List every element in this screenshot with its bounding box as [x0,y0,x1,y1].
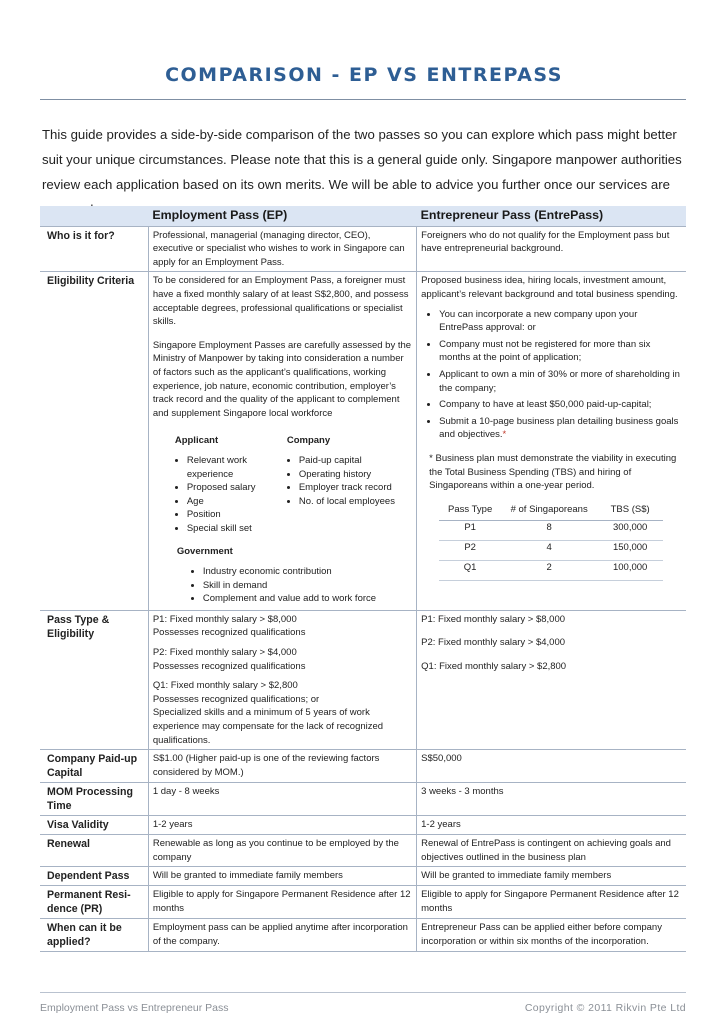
cell-ep-eligibility [148,272,416,610]
table-row [439,520,663,540]
table-row [40,226,686,272]
government-factors [153,545,412,605]
list-item [439,415,682,442]
tbs-cell: P2 [439,540,501,560]
list-item: • Applicant to own a min of 30% or more of shareholding in the company; [439,368,682,395]
row-label-renewal: Renewal [40,835,148,867]
tbs-cell: P1 [439,520,501,540]
cell-entre-who: Foreigners who do not qualify for the Employment pass but have entrepreneurial background. [417,226,686,272]
footer-copyright: Copyright © 2011 Rikvin Pte Ltd [524,1002,686,1014]
ep-q1-line: Q1: Fixed monthly salary > $2,800 [152,680,298,692]
ep-assessment-text: Singapore Employment Passes are carefully assessed by the Ministry of Manpower by taking into consideration a number of factors such as the applicant’s qualifications, working experience, job nature, economic contribution, employer’s track record and the quality of the applicant to complement and supplement Singapore local workforce [152,339,412,419]
row-label-pass-type: Pass Type & Eligibility [40,610,148,749]
comparison-table [40,206,686,952]
list-item: • Paid-up capital [299,454,399,468]
ep-q1-qual: Possesses recognized qualifications; or [152,693,320,705]
government-list [177,565,412,606]
list-item: • Proposed salary [187,481,287,495]
table-row [40,835,686,867]
row-label-when: When can it be applied? [40,919,148,952]
list-item: • Employer track record [299,481,399,495]
table-row [40,919,686,952]
row-label-dependent: Dependent Pass [40,867,148,886]
list-item: • Complement and value add to work force [203,592,412,606]
tbs-col-singaporeans: # of Singaporeans [501,501,597,521]
government-heading: Government [176,546,233,558]
row-label-paid-up: Company Paid-up Capital [40,750,148,783]
ep-p1-qual: Possesses recognized qualifications [152,627,306,639]
list-item: • Skill in demand [203,579,412,593]
cell-ep-visa: 1-2 years [148,816,416,835]
cell-entre-mom: 3 weeks - 3 months [417,783,686,816]
cell-entre-eligibility [417,272,686,610]
ep-p2-qual: Possesses recognized qualifications [152,660,306,672]
cell-ep-pr: Eligible to apply for Singapore Permanent Residence after 12 months [148,886,416,919]
table-row [439,560,663,580]
ep-eligibility-text: To be considered for an Employment Pass, a foreigner must have a fixed monthly salary of at least S$2,800, and possess acceptable degrees, professional qualifications or specialist skills. [152,275,409,328]
cell-entre-when: Entrepreneur Pass can be applied either before company incorporation or within six months of the incorporation. [417,919,686,952]
tbs-cell: Q1 [439,560,501,580]
cell-ep-who: Professional, managerial (managing director, CEO), executive or specialist who wishes to work in Singapore can apply for an Employment Pass. [148,226,416,272]
row-label-pr: Permanent Resi-dence (PR) [40,886,148,919]
cell-entre-renewal: Renewal of EntrePass is contingent on achieving goals and objectives outlined in the business plan [417,835,686,867]
cell-ep-pass-type [148,610,416,749]
cell-ep-paid-up: S$1.00 (Higher paid-up is one of the reviewing factors considered by MOM.) [148,750,416,783]
entre-p1-line: P1: Fixed monthly salary > $8,000 [421,613,566,625]
list-item: • Company must not be registered for more than six months at the point of application; [439,338,682,365]
cell-entre-pr: Eligible to apply for Singapore Permanent Residence after 12 months [417,886,686,919]
cell-ep-when: Employment pass can be applied anytime after incorporation of the company. [148,919,416,952]
row-label-eligibility: Eligibility Criteria [40,272,148,610]
list-item: • Relevant work experience [187,454,287,481]
tbs-cell: 150,000 [597,540,663,560]
row-label-mom: MOM Processing Time [40,783,148,816]
company-list [287,454,399,508]
ep-q1-skills: Specialized skills and a minimum of 5 years of work experience may compensate for the lack of recognized qualifications. [152,707,384,746]
entre-q1-line: Q1: Fixed monthly salary > $2,800 [421,661,567,673]
list-item: • You can incorporate a new company upon your EntrePass approval: or [439,308,682,335]
tbs-cell: 100,000 [597,560,663,580]
table-row [439,540,663,560]
ep-p1-line: P1: Fixed monthly salary > $8,000 [152,613,297,625]
cell-entre-visa: 1-2 years [417,816,686,835]
table-row [40,867,686,886]
header-blank [40,206,148,226]
cell-ep-renewal: Renewable as long as you continue to be employed by the company [148,835,416,867]
tbs-col-pass-type: Pass Type [439,501,501,521]
ep-p2-line: P2: Fixed monthly salary > $4,000 [152,647,297,659]
table-row [40,816,686,835]
header-entrepass: Entrepreneur Pass (EntrePass) [417,206,686,226]
list-item-text: Submit a 10-page business plan detailing business goals and objectives. [439,415,679,441]
row-label-who: Who is it for? [40,226,148,272]
table-row [40,750,686,783]
cell-entre-pass-type [417,610,686,749]
page-title: COMPARISON - EP VS ENTREPASS [165,64,563,86]
list-item: • Position [187,508,287,522]
list-item: • Industry economic contribution [203,565,412,579]
entre-criteria-list [421,308,682,442]
cell-entre-dependent: Will be granted to immediate family members [417,867,686,886]
assessment-factors [175,434,412,535]
list-item: • Special skill set [187,522,287,536]
table-row [40,610,686,749]
table-header-row [40,206,686,226]
company-heading: Company [286,435,331,447]
list-item: • Operating history [299,468,399,482]
applicant-factors [175,434,287,535]
cell-ep-dependent: Will be granted to immediate family members [148,867,416,886]
table-row [40,783,686,816]
entre-eligibility-text: Proposed business idea, hiring locals, investment amount, applicant’s relevant background and total business spending. [421,275,678,300]
tbs-cell: 300,000 [597,520,663,540]
tbs-table [439,501,663,581]
cell-entre-paid-up: S$50,000 [417,750,686,783]
table-row [40,886,686,919]
list-item: • No. of local employees [299,495,399,509]
footer-divider [40,992,686,993]
entre-p2-line: P2: Fixed monthly salary > $4,000 [421,637,566,649]
intro-paragraph: This guide provides a side-by-side comparison of the two passes so you can explore which pass might better suit your unique circumstances. Please note that this is a general guide only. Singapore manpower authorities review each application based on its own merits. We will be able to advice you further once our services are [42,127,682,192]
tbs-cell: 8 [501,520,597,540]
applicant-list [175,454,287,536]
header-ep: Employment Pass (EP) [148,206,416,226]
business-plan-note: * Business plan must demonstrate the viability in executing the Total Business Spending (TBS) and hiring of Singaporeans within a one-year period. [429,452,677,492]
table-row [40,272,686,610]
applicant-heading: Applicant [174,435,219,447]
list-item: • Age [187,495,287,509]
footer-left: Employment Pass vs Entrepreneur Pass [40,1002,229,1014]
title-divider [40,99,686,100]
company-factors [287,434,399,535]
tbs-col-tbs: TBS (S$) [597,501,663,521]
tbs-cell: 2 [501,560,597,580]
list-item: • Company to have at least $50,000 paid-up-capital; [439,398,682,412]
cell-ep-mom: 1 day - 8 weeks [148,783,416,816]
footnote-star: * [502,429,507,441]
row-label-visa: Visa Validity [40,816,148,835]
tbs-cell: 4 [501,540,597,560]
